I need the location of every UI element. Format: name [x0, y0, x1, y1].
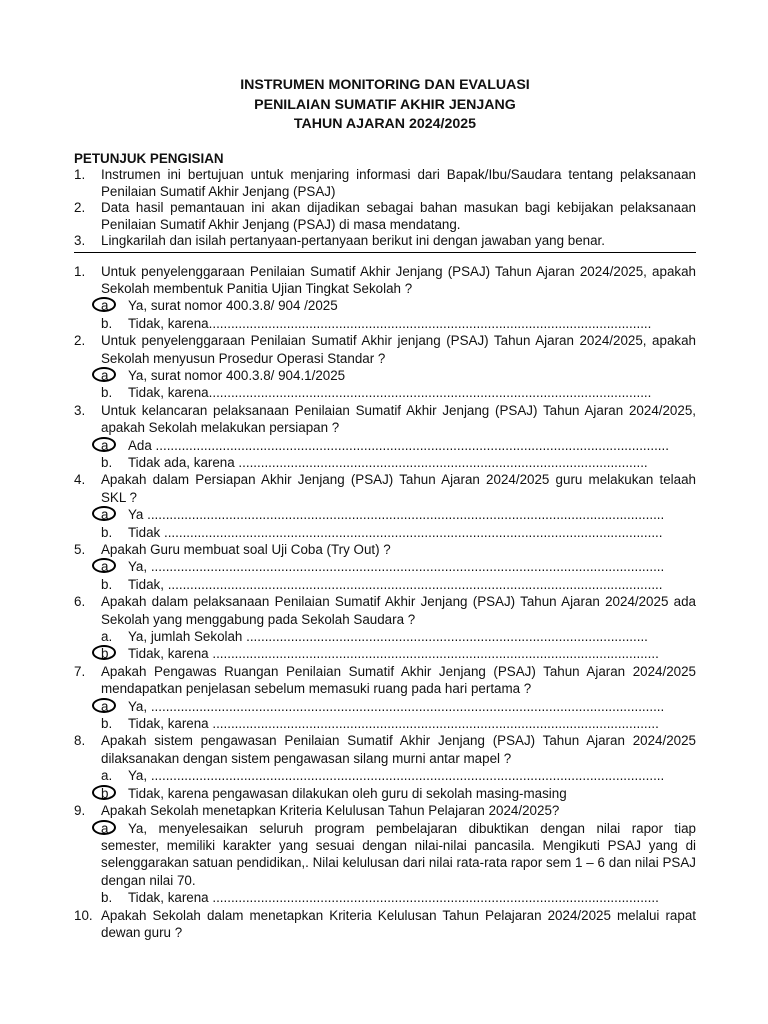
option-letter: a.: [101, 507, 113, 523]
question-number: 5.: [74, 542, 86, 557]
selected-circle-mark: [92, 558, 116, 573]
option-letter: b.: [101, 576, 113, 592]
answer-option[interactable]: [101, 437, 696, 454]
answer-option[interactable]: [101, 576, 696, 593]
answer-option[interactable]: [101, 384, 696, 401]
question-item: [74, 402, 696, 472]
answer-option[interactable]: [101, 645, 696, 662]
option-letter: a.: [101, 298, 113, 314]
option-text: Ya, jumlah Sekolah ............................................................................................................: [128, 629, 648, 645]
option-label: [101, 698, 128, 715]
answer-option[interactable]: [101, 558, 696, 575]
question-item: [74, 907, 696, 942]
option-letter: a.: [101, 437, 113, 453]
option-letter: a.: [101, 367, 113, 383]
selected-circle-mark: [92, 506, 116, 521]
option-label: [101, 384, 128, 401]
selected-circle-mark: [92, 437, 116, 452]
option-text: Tidak ada, karena ..............................................................................................................: [128, 454, 648, 470]
answer-option[interactable]: [101, 454, 696, 471]
question-text: Apakah dalam Persiapan Akhir Jenjang (PSAJ) Tahun Ajaran 2024/2025 guru melakukan telaah SKL ?: [101, 472, 696, 505]
option-letter: b.: [101, 785, 113, 801]
question-text: Apakah Sekolah menetapkan Kriteria Kelulusan Tahun Pelajaran 2024/2025?: [101, 803, 560, 819]
option-letter: b.: [101, 385, 113, 401]
option-letter: a.: [101, 698, 113, 714]
question-list: [74, 263, 696, 942]
document-page: [74, 76, 696, 941]
selected-circle-mark: [92, 785, 116, 800]
petunjuk-text: Lingkarilah dan isilah pertanyaan-pertanyaan berikut ini dengan jawaban yang benar.: [101, 233, 605, 248]
petunjuk-text: Instrumen ini bertujuan untuk menjaring informasi dari Bapak/Ibu/Saudara tentang pelaksanaan Penilaian Sumatif Akhir Jenjang (PSAJ): [101, 167, 696, 199]
option-text: Tidak, karena ........................................................................................................................: [128, 716, 659, 732]
option-text: Tidak, karena pengawasan dilakukan oleh guru di sekolah masing-masing: [128, 785, 567, 801]
answer-option[interactable]: [101, 506, 696, 523]
option-text: Ya, ..........................................................................................................................................: [128, 559, 665, 575]
option-text: Ya, menyelesaikan seluruh program pembelajaran dibuktikan dengan nilai rapor tiap: [128, 820, 696, 836]
option-label: [101, 889, 128, 906]
option-label: [101, 645, 128, 662]
option-letter: b.: [101, 454, 113, 470]
option-label: [101, 297, 128, 314]
petunjuk-heading: PETUNJUK PENGISIAN: [74, 150, 224, 166]
petunjuk-number: 1.: [74, 167, 86, 182]
question-text: Apakah dalam pelaksanaan Penilaian Sumatif Akhir Jenjang (PSAJ) Tahun Ajaran 2024/2025 ada Sekolah yang menggabung pada Sekolah Saudara ?: [101, 594, 696, 627]
petunjuk-item: [74, 233, 696, 250]
selected-circle-mark: [92, 820, 116, 835]
selected-circle-mark: [92, 645, 116, 660]
petunjuk-number: 3.: [74, 233, 86, 248]
option-label: [101, 437, 128, 454]
option-text: Tidak, karena.......................................................................................................................: [128, 315, 652, 331]
question-item: [74, 663, 696, 733]
question-text: Apakah sistem pengawasan Penilaian Sumatif Akhir Jenjang (PSAJ) Tahun Ajaran 2024/2025 dilaksanakan dengan sistem pengawasan silang murni antar mapel ?: [101, 733, 696, 766]
option-letter: b.: [101, 646, 113, 662]
option-label: [101, 785, 128, 802]
question-text: Untuk kelancaran pelaksanaan Penilaian Sumatif Akhir Jenjang (PSAJ) Tahun Ajaran 2024/2025, apakah Sekolah melakukan persiapan ?: [101, 402, 696, 436]
option-label: [101, 367, 128, 384]
option-label: [101, 454, 128, 471]
question-number: 4.: [74, 472, 86, 488]
option-letter: b.: [101, 890, 113, 906]
question-number: 2.: [74, 333, 86, 349]
question-item: [74, 802, 696, 906]
question-number: 9.: [74, 803, 86, 819]
option-letter: b.: [101, 716, 113, 732]
option-label: [101, 820, 128, 837]
option-letter: a.: [101, 559, 113, 575]
option-label: [101, 315, 128, 332]
answer-option[interactable]: [101, 628, 696, 645]
answer-option[interactable]: [101, 889, 696, 906]
answer-option[interactable]: [101, 767, 696, 784]
option-label: [101, 715, 128, 732]
title-line-3: TAHUN AJARAN 2024/2025: [293, 116, 477, 132]
document-title: [74, 76, 696, 135]
question-item: [74, 332, 696, 402]
answer-option[interactable]: [101, 820, 696, 837]
petunjuk-item: [74, 167, 696, 200]
option-text: Tidak, karena.......................................................................................................................: [128, 385, 652, 401]
option-text: Tidak, karena ........................................................................................................................: [128, 890, 659, 906]
question-number: 8.: [74, 733, 86, 749]
option-label: [101, 576, 128, 593]
option-text: Ada ..........................................................................................................................................: [128, 437, 669, 453]
selected-circle-mark: [92, 297, 116, 312]
option-letter: b.: [101, 524, 113, 540]
option-text: Tidak, .....................................................................................................................................: [128, 576, 663, 592]
option-letter: b.: [101, 315, 113, 331]
option-text: Ya, surat nomor 400.3.8/ 904 /2025: [128, 298, 338, 314]
option-label: [101, 524, 128, 541]
option-letter: a.: [101, 768, 113, 784]
question-number: 3.: [74, 402, 86, 418]
petunjuk-item: [74, 200, 696, 233]
petunjuk-list: [74, 167, 696, 253]
option-text: Ya, ..........................................................................................................................................: [128, 768, 665, 784]
option-text: Tidak, karena ........................................................................................................................: [128, 646, 659, 662]
option-label: [101, 558, 128, 575]
option-label: [101, 767, 128, 784]
option-label: [101, 628, 128, 645]
question-number: 6.: [74, 594, 86, 610]
option-text: Ya, surat nomor 400.3.8/ 904.1/2025: [128, 367, 346, 383]
answer-option[interactable]: [101, 715, 696, 732]
question-text: Untuk penyelenggaraan Penilaian Sumatif Akhir Jenjang (PSAJ) Tahun Ajaran 2024/2025, apakah Sekolah membentuk Panitia Ujian Tingkat Sekolah ?: [101, 263, 696, 296]
selected-circle-mark: [92, 367, 116, 382]
option-letter: a.: [101, 629, 113, 645]
question-number: 1.: [74, 263, 86, 279]
option-label: [101, 506, 128, 523]
option-text: Tidak ......................................................................................................................................: [128, 524, 663, 540]
question-item: [74, 541, 696, 593]
title-line-2: PENILAIAN SUMATIF AKHIR JENJANG: [254, 96, 516, 113]
answer-option[interactable]: [101, 524, 696, 541]
question-item: [74, 593, 696, 663]
question-number: 7.: [74, 663, 86, 679]
question-item: [74, 471, 696, 541]
question-text: Apakah Pengawas Ruangan Penilaian Sumatif Akhir Jenjang (PSAJ) Tahun Ajaran 2024/2025 mendapatkan penjelasan sebelum memasuki ruang pada hari pertama ?: [101, 663, 696, 697]
answer-option[interactable]: [101, 785, 696, 802]
question-text: Apakah Sekolah dalam menetapkan Kriteria Kelulusan Tahun Pelajaran 2024/2025 melalui rapat dewan guru ?: [101, 907, 696, 940]
answer-option[interactable]: [101, 297, 696, 314]
question-item: [74, 732, 696, 802]
petunjuk-number: 2.: [74, 200, 86, 215]
option-text: Ya ...........................................................................................................................................: [128, 507, 665, 523]
question-item: [74, 263, 696, 333]
question-text: Untuk penyelenggaraan Penilaian Sumatif Akhir jenjang (PSAJ) Tahun Ajaran 2024/2025, apakah Sekolah menyusun Prosedur Operasi Standar ?: [101, 333, 696, 366]
answer-option[interactable]: [101, 698, 696, 715]
option-text-continuation: semester, memiliki karakter yang sesuai dengan nilai-nilai pancasila. Mengikuti PSAJ yang di selenggarakan satuan pendidikan,. Nilai kelulusan dari nilai rata-rata rapor sem 1 – 6 dan nilai PSAJ dengan nilai 70.: [101, 837, 696, 888]
title-line-1: INSTRUMEN MONITORING DAN EVALUASI: [240, 77, 530, 93]
answer-option[interactable]: [101, 315, 696, 332]
selected-circle-mark: [92, 698, 116, 713]
option-letter: a.: [101, 820, 113, 836]
question-text: Apakah Guru membuat soal Uji Coba (Try Out) ?: [101, 542, 391, 557]
petunjuk-text: Data hasil pemantauan ini akan dijadikan sebagai bahan masukan bagi kebijakan pelaksanaan Penilaian Sumatif Akhir Jenjang (PSAJ) di masa mendatang.: [101, 200, 696, 232]
option-text: Ya, ..........................................................................................................................................: [128, 698, 665, 714]
answer-option[interactable]: [101, 367, 696, 384]
question-number: 10.: [74, 907, 93, 923]
